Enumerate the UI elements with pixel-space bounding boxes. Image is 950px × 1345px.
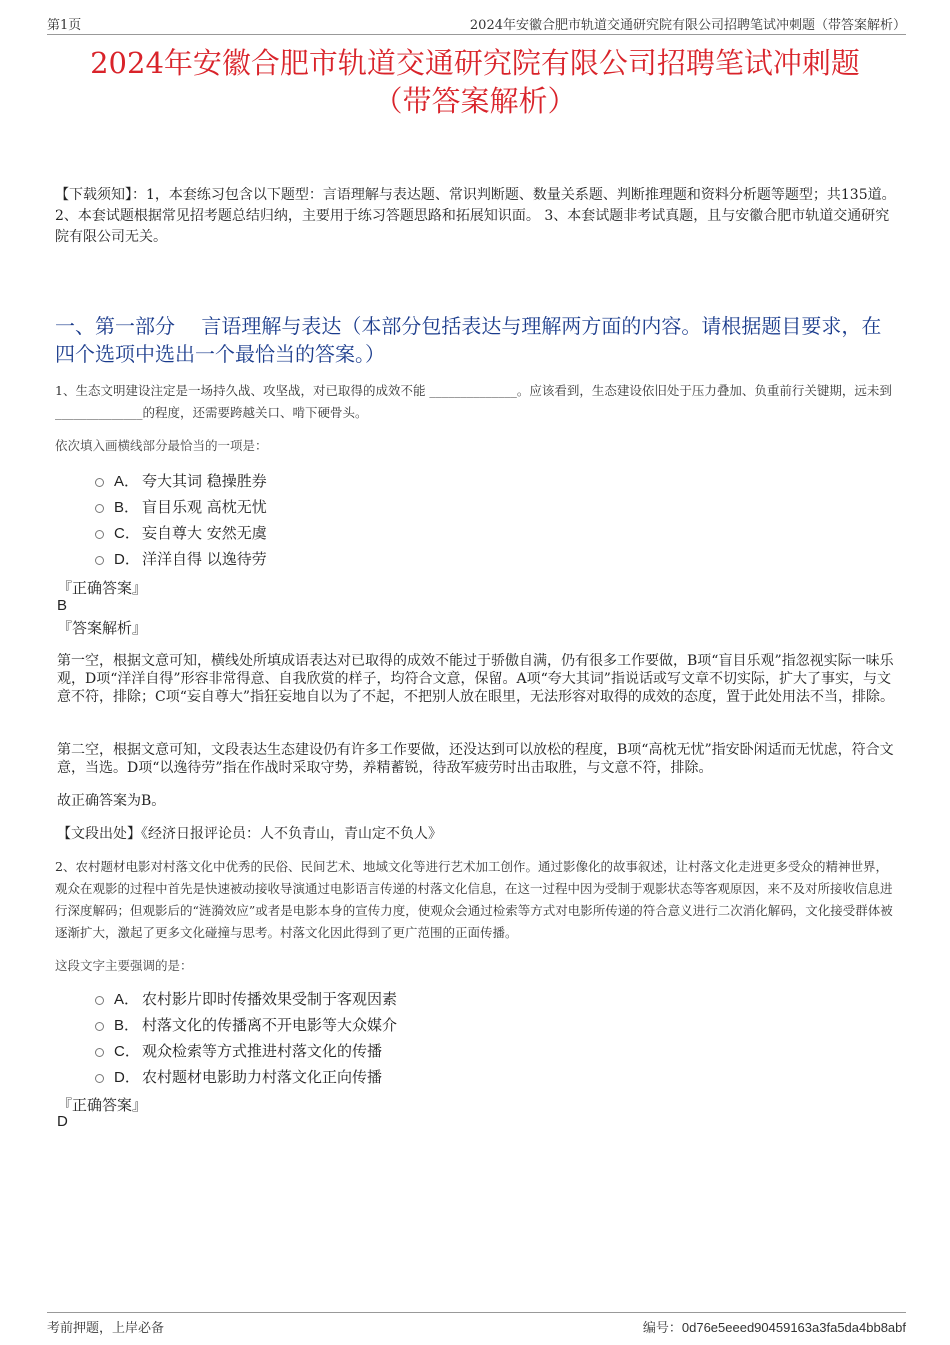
- question-1-analysis-p2: 第二空，根据文意可知，文段表达生态建设仍有许多工作要做，还没达到可以放松的程度，B项“高枕无忧”指安卧闲适而无忧虑，符合文意，当选。D项“以逸待劳”指在作战时采取守势，养精蓄锐，待敌军疲劳时出击取胜，与文意不符，排除。: [57, 742, 894, 776]
- question-2-option-d[interactable]: D． 农村题材电影助力村落文化正向传播: [95, 1063, 397, 1089]
- download-notice: 【下载须知】：1，本套练习包含以下题型：言语理解与表达题、常识判断题、数量关系题、判断推理题和资料分析题等题型；共135道。 2、本套试题根据常见招考题总结归纳，主要用于练习答题思路和拓展知识面。 3、本套试题非考试真题，且与安徽合肥市轨道交通研究院有限公司无关。: [55, 187, 896, 245]
- question-2-stem: 2、农村题材电影对村落文化中优秀的民俗、民间艺术、地域文化等进行艺术加工创作。通过影像化的故事叙述，让村落文化走进更多受众的精神世界，观众在观影的过程中首先是快速被动接收导演通过电影语言传递的村落文化信息，在这一过程中因为受制于观影状态等客观原因，来不及对所接收信息进行深度解码；但观影后的“涟漪效应”或者是电影本身的宣传力度，使观众会通过检索等方式对电影所传递的符合意义进行二次消化解码，文化接受群体被逐渐扩大，激起了更多文化碰撞与思考。村落文化因此得到了更广范围的正面传播。: [55, 859, 893, 940]
- question-1-option-a[interactable]: A． 夸大其词 稳操胜券: [95, 467, 267, 493]
- radio-icon[interactable]: [95, 996, 104, 1005]
- question-1-analysis-p1: 第一空，根据文意可知，横线处所填成语表达对已取得的成效不能过于骄傲自满，仍有很多工作要做，B项“盲目乐观”指忽视实际一味乐观，D项“洋洋自得”形容非常得意、自我欣赏的样子，均符合文意，保留。A项“夸大其词”指说话或写文章不切实际，扩大了事实，与文意不符，排除；C项“妄自尊大”指狂妄地自以为了不起，不把别人放在眼里，无法形容对取得的成效的态度，置于此处用法不当，排除。: [57, 653, 895, 705]
- footer-code-value: 0d76e5eeed90459163a3fa5da4bb8abf: [681, 1320, 906, 1335]
- page-footer: [47, 1312, 906, 1337]
- question-1-analysis-label: 『答案解析』: [57, 619, 148, 637]
- question-1-answer-label: 『正确答案』: [57, 579, 148, 597]
- question-1-option-c[interactable]: C． 妄自尊大 安然无虞: [95, 519, 267, 545]
- question-1-options: [95, 467, 267, 571]
- question-1-analysis-p3: 故正确答案为B。: [57, 793, 166, 809]
- radio-icon[interactable]: [95, 504, 104, 513]
- question-1-answer: B: [57, 597, 68, 614]
- question-1-prompt: 依次填入画横线部分最恰当的一项是：: [55, 438, 268, 453]
- question-2-answer-label: 『正确答案』: [57, 1096, 148, 1114]
- question-2-option-b[interactable]: B． 村落文化的传播离不开电影等大众媒介: [95, 1011, 397, 1037]
- title-line-2: （带答案解析）: [373, 84, 577, 118]
- title-line-1: 2024年安徽合肥市轨道交通研究院有限公司招聘笔试冲刺题: [90, 46, 860, 80]
- footer-code: [643, 1317, 906, 1336]
- question-1-option-b[interactable]: B． 盲目乐观 高枕无忧: [95, 493, 267, 519]
- footer-code-label: 编号：: [642, 1321, 682, 1336]
- question-1-stem: 1、生态文明建设注定是一场持久战、攻坚战，对已取得的成效不能 ______________。应该看到，生态建设依旧处于压力叠加、负重前行关键期，远未到 ______________的程度，还需要跨越关口、啃下硬骨头。: [55, 383, 892, 420]
- section-title: 一、第一部分 言语理解与表达（本部分包括表达与理解两方面的内容。请根据题目要求，在四个选项中选出一个最恰当的答案。）: [55, 314, 882, 366]
- page-number: 第1页: [47, 18, 82, 33]
- question-2-option-c[interactable]: C． 观众检索等方式推进村落文化的传播: [95, 1037, 397, 1063]
- radio-icon[interactable]: [95, 556, 104, 565]
- question-2-prompt: 这段文字主要强调的是：: [55, 958, 193, 973]
- question-2-options: [95, 985, 397, 1089]
- question-1-source: 【文段出处】《经济日报评论员：人不负青山，青山定不负人》: [57, 826, 442, 842]
- radio-icon[interactable]: [95, 1048, 104, 1057]
- radio-icon[interactable]: [95, 1022, 104, 1031]
- radio-icon[interactable]: [95, 1074, 104, 1083]
- radio-icon[interactable]: [95, 478, 104, 487]
- question-1-option-d[interactable]: D． 洋洋自得 以逸待劳: [95, 545, 267, 571]
- page-header: [47, 12, 906, 35]
- question-2-answer: D: [57, 1113, 68, 1130]
- footer-slogan: 考前押题，上岸必备: [47, 1321, 165, 1336]
- document-title: [40, 44, 910, 120]
- header-doc-title: 2024年安徽合肥市轨道交通研究院有限公司招聘笔试冲刺题（带答案解析）: [469, 18, 906, 33]
- question-2-option-a[interactable]: A． 农村影片即时传播效果受制于客观因素: [95, 985, 397, 1011]
- radio-icon[interactable]: [95, 530, 104, 539]
